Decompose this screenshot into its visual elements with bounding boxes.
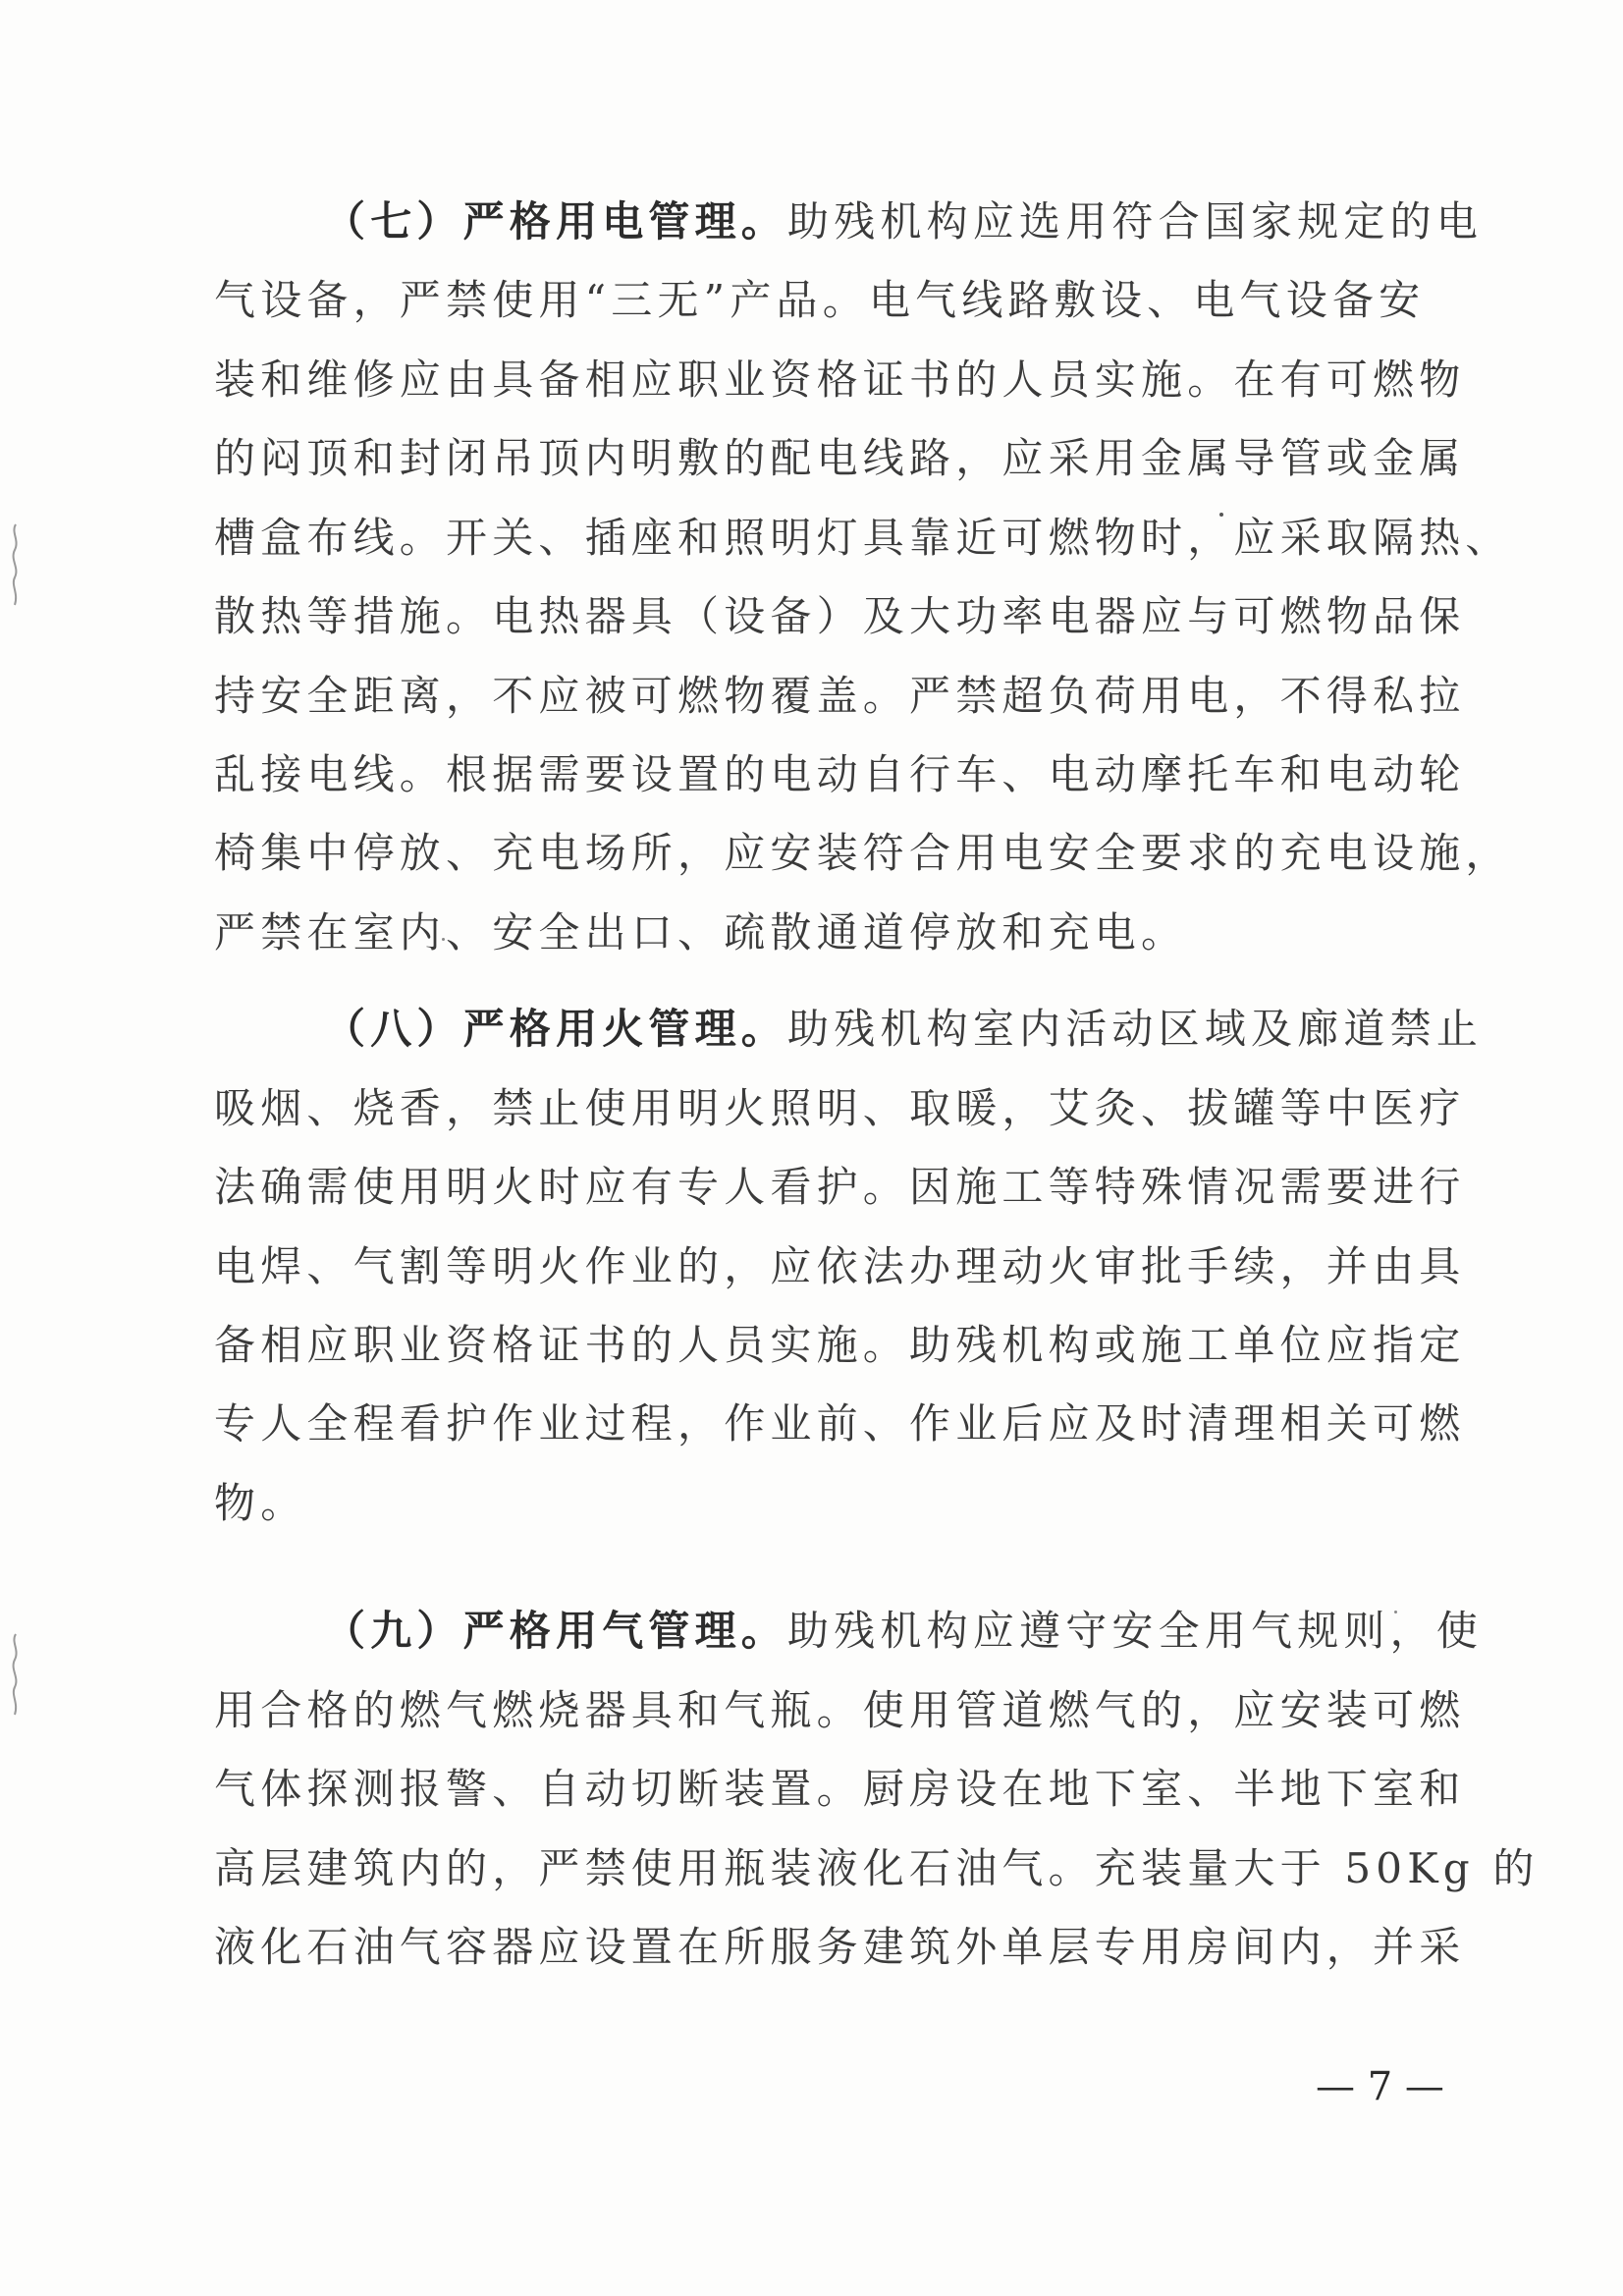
section-7-line-9: 椅集中停放、充电场所，应安装符合用电安全要求的充电设施， — [214, 829, 1512, 877]
section-8-heading: （八）严格用火管理。 — [324, 1005, 788, 1053]
binding-hole-mark-top — [8, 520, 22, 609]
section-8-line-3: 法确需使用明火时应有专人看护。因施工等特殊情况需要进行 — [214, 1163, 1466, 1211]
section-7-line-5: 槽盒布线。开关、插座和照明灯具靠近可燃物时，应采取隔热、 — [214, 514, 1512, 562]
section-7-line-1 — [324, 192, 1483, 251]
section-9-line-2: 用合格的燃气燃烧器具和气瓶。使用管道燃气的，应安装可燃 — [214, 1686, 1466, 1734]
section-9-line-3: 气体探测报警、自动切断装置。厨房设在地下室、半地下室和 — [214, 1765, 1466, 1813]
section-8-line-6: 专人全程看护作业过程，作业前、作业后应及时清理相关可燃 — [214, 1399, 1466, 1448]
section-7-line-2: 气设备，严禁使用“三无”产品。电气线路敷设、电气设备安 — [214, 276, 1426, 324]
section-7-text: 助残机构应选用符合国家规定的电 — [787, 197, 1484, 246]
section-7-line-3: 装和维修应由具备相应职业资格证书的人员实施。在有可燃物 — [214, 355, 1466, 404]
section-7-line-6: 散热等措施。电热器具（设备）及大功率电器应与可燃物品保 — [214, 592, 1466, 640]
section-9-line-1 — [324, 1602, 1483, 1661]
section-7-line-8: 乱接电线。根据需要设置的电动自行车、电动摩托车和电动轮 — [214, 750, 1466, 798]
section-7-line-7: 持安全距离，不应被可燃物覆盖。严禁超负荷用电，不得私拉 — [214, 672, 1466, 720]
binding-hole-mark-bottom — [8, 1630, 22, 1719]
section-9-text: 助残机构应遵守安全用气规则，使 — [787, 1607, 1484, 1655]
section-8-line-2: 吸烟、烧香，禁止使用明火照明、取暖，艾灸、拔罐等中医疗 — [214, 1084, 1466, 1132]
page-number: — 7 — — [1316, 2064, 1444, 2109]
section-9-line-4: 高层建筑内的，严禁使用瓶装液化石油气。充装量大于 50Kg 的 — [214, 1844, 1540, 1892]
section-8-line-5: 备相应职业资格证书的人员实施。助残机构或施工单位应指定 — [214, 1321, 1466, 1369]
section-7-line-10: 严禁在室内、安全出口、疏散通道停放和充电。 — [214, 908, 1188, 957]
section-8-text: 助残机构室内活动区域及廊道禁止 — [787, 1005, 1484, 1053]
section-8-line-4: 电焊、气割等明火作业的，应依法办理动火审批手续，并由具 — [214, 1242, 1466, 1290]
section-7-line-4: 的闷顶和封闭吊顶内明敷的配电线路，应采用金属导管或金属 — [214, 434, 1466, 482]
section-9-line-5: 液化石油气容器应设置在所服务建筑外单层专用房间内，并采 — [214, 1923, 1466, 1971]
section-7-heading: （七）严格用电管理。 — [324, 197, 788, 246]
section-8-line-7: 物。 — [214, 1479, 307, 1527]
section-8-line-1 — [324, 1000, 1483, 1059]
section-9-heading: （九）严格用气管理。 — [324, 1607, 788, 1655]
